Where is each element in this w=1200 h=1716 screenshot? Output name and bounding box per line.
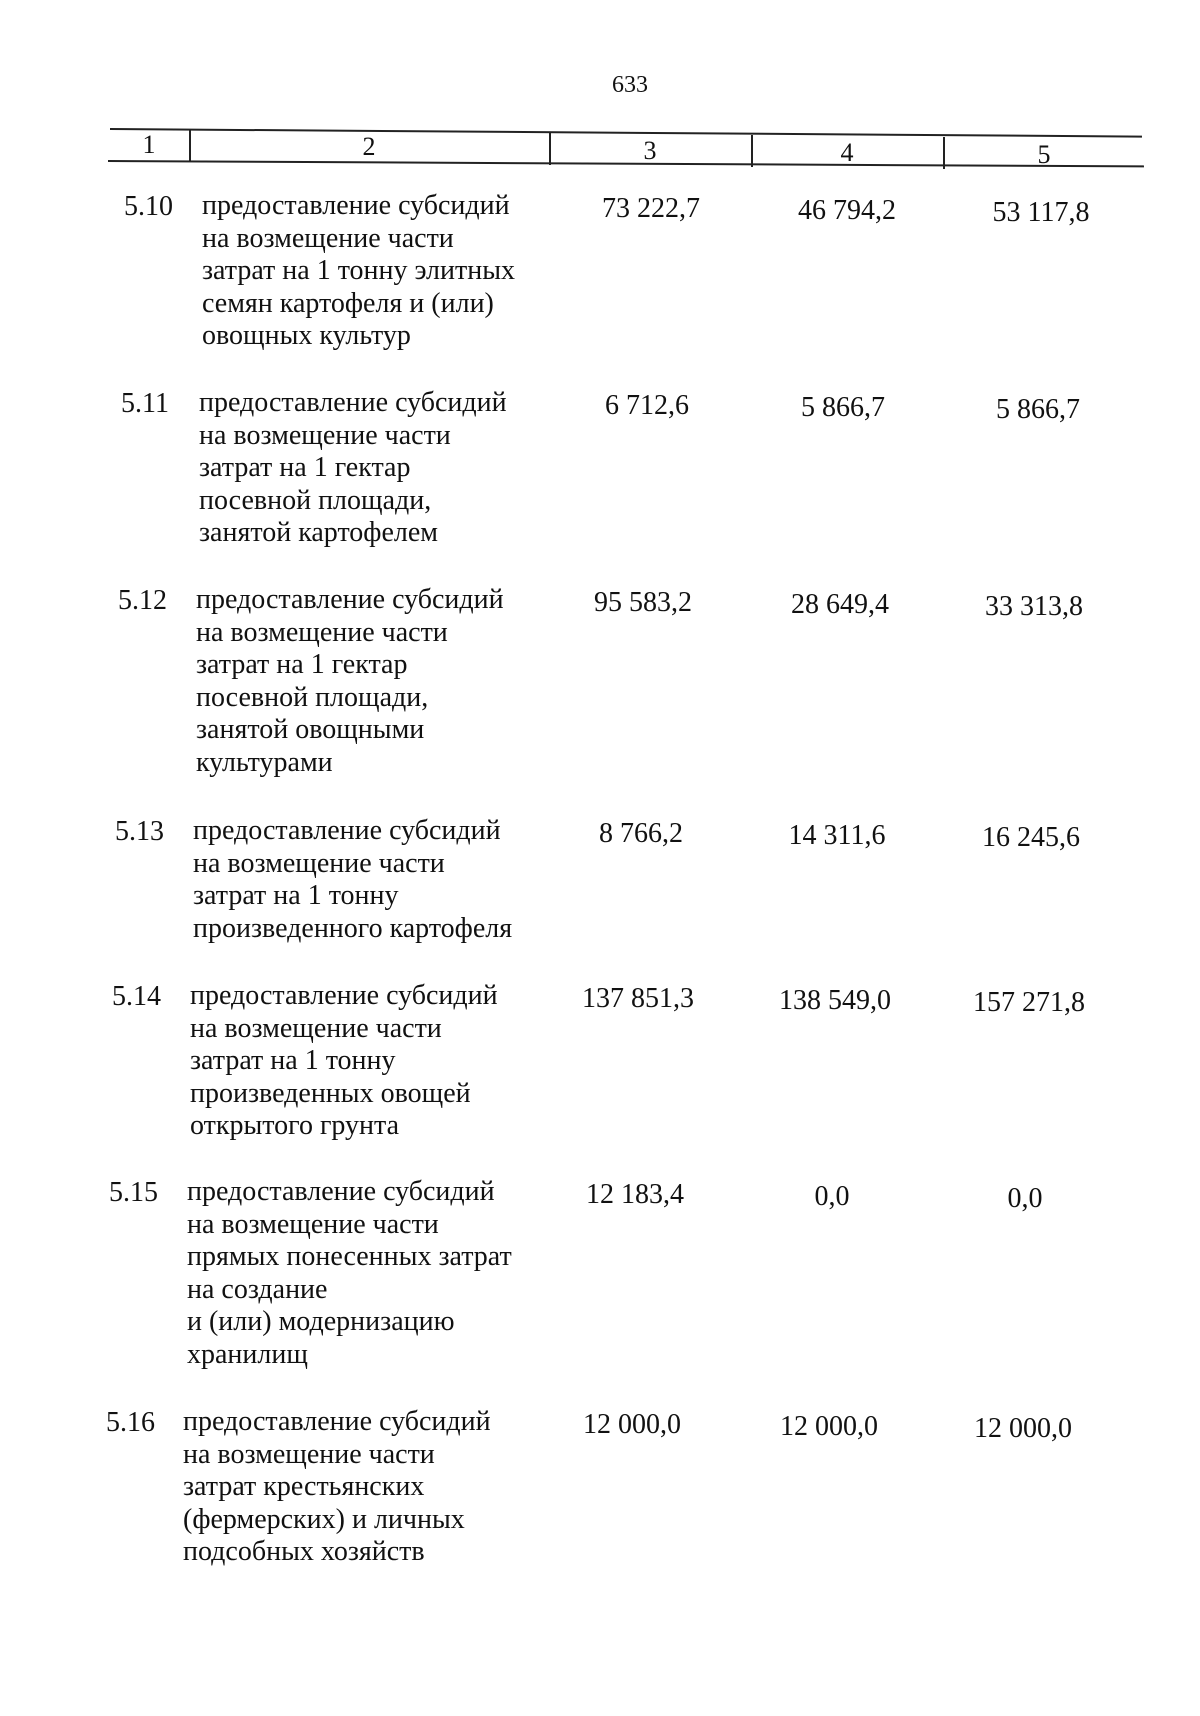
header-col-5: 5: [1037, 140, 1051, 169]
row-description: предоставление субсидий на возмещение части затрат на 1 гектар посевной площади, занятой картофелем: [199, 387, 507, 548]
page-number: 633: [612, 72, 648, 98]
row-description: предоставление субсидий на возмещение части затрат крестьянских (фермерских) и личных подсобных хозяйств: [183, 1406, 491, 1567]
row-value-col4: 28 649,4: [791, 589, 889, 620]
row-number: 5.14: [112, 981, 161, 1012]
row-number: 5.10: [124, 191, 173, 222]
row-number: 5.15: [109, 1177, 158, 1208]
row-number: 5.16: [106, 1407, 155, 1438]
row-value-col5: 0,0: [1007, 1183, 1043, 1214]
row-value-col4: 138 549,0: [779, 985, 891, 1016]
row-value-col5: 12 000,0: [974, 1413, 1072, 1444]
row-value-col3: 73 222,7: [602, 193, 700, 224]
row-description: предоставление субсидий на возмещение части затрат на 1 гектар посевной площади, занятой овощными культурами: [196, 584, 504, 778]
row-number: 5.11: [121, 388, 169, 419]
row-number: 5.12: [118, 585, 167, 616]
row-value-col5: 33 313,8: [985, 591, 1083, 622]
row-description: предоставление субсидий на возмещение части прямых понесенных затрат на создание и (или) модернизацию хранилищ: [187, 1176, 512, 1370]
row-value-col4: 0,0: [814, 1181, 850, 1212]
row-value-col4: 46 794,2: [798, 195, 896, 226]
row-value-col5: 53 117,8: [992, 197, 1090, 228]
row-value-col4: 5 866,7: [801, 392, 885, 423]
row-value-col3: 12 183,4: [586, 1179, 684, 1210]
row-value-col5: 16 245,6: [982, 822, 1080, 853]
row-value-col3: 95 583,2: [594, 587, 692, 618]
row-description: предоставление субсидий на возмещение части затрат на 1 тонну произведенного картофеля: [193, 815, 513, 944]
header-col-1: 1: [142, 130, 156, 159]
row-value-col3: 6 712,6: [605, 390, 689, 421]
row-description: предоставление субсидий на возмещение части затрат на 1 тонну элитных семян картофеля и (или) овощных культур: [202, 190, 516, 351]
row-number: 5.13: [115, 816, 164, 847]
row-value-col4: 12 000,0: [780, 1411, 878, 1442]
row-value-col5: 5 866,7: [996, 394, 1080, 425]
row-value-col3: 8 766,2: [599, 818, 683, 849]
header-col-4: 4: [840, 138, 854, 167]
row-value-col3: 12 000,0: [583, 1409, 681, 1440]
header-col-3: 3: [643, 136, 657, 165]
header-col-2: 2: [362, 132, 376, 161]
row-value-col4: 14 311,6: [788, 820, 886, 851]
row-value-col5: 157 271,8: [973, 987, 1085, 1018]
row-value-col3: 137 851,3: [582, 983, 694, 1014]
row-description: предоставление субсидий на возмещение части затрат на 1 тонну произведенных овощей открытого грунта: [190, 980, 498, 1141]
